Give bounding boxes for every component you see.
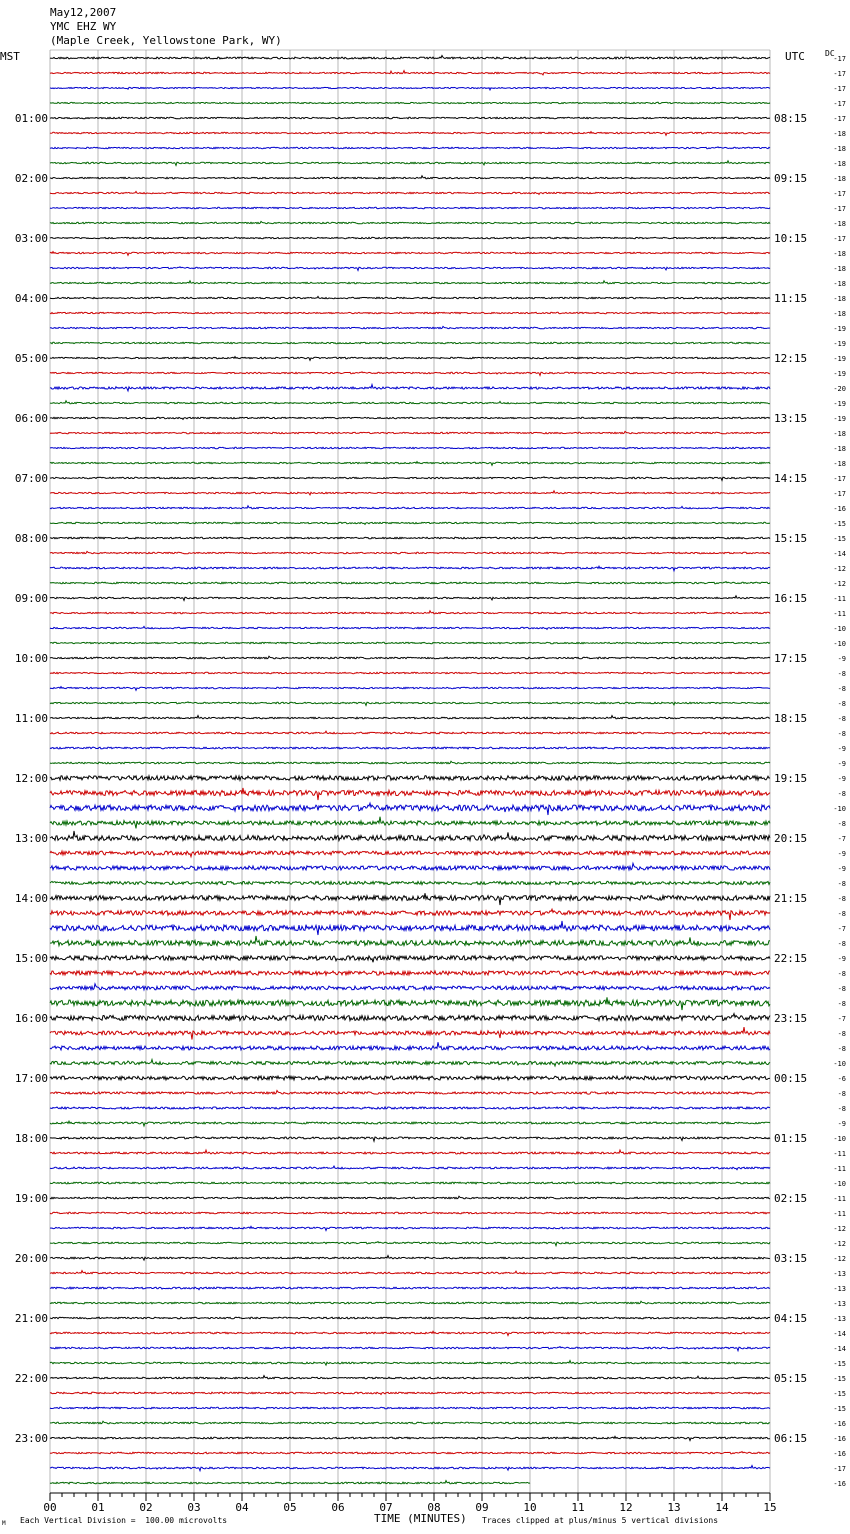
seismic-trace: [50, 551, 770, 553]
seismic-trace: [50, 1392, 770, 1394]
right-hour-label: 21:15: [774, 892, 808, 905]
seismic-trace: [50, 1301, 770, 1304]
seismic-trace: [50, 1166, 770, 1170]
dc-offset-label: -8: [837, 910, 846, 918]
dc-offset-label: -19: [833, 415, 846, 423]
seismic-trace: [50, 582, 770, 584]
dc-offset-label: -18: [833, 295, 846, 303]
seismic-trace: [50, 372, 770, 376]
seismic-trace: [50, 1121, 770, 1126]
right-hour-label: 16:15: [774, 592, 808, 605]
dc-offset-label: -17: [833, 235, 846, 243]
dc-offset-label: -8: [837, 940, 846, 948]
seismic-trace: [50, 281, 770, 284]
seismic-trace: [50, 447, 770, 448]
seismic-trace: [50, 893, 770, 905]
seismic-trace: [50, 1226, 770, 1230]
right-hour-label: 11:15: [774, 292, 808, 305]
seismic-trace: [50, 462, 770, 466]
seismic-trace: [50, 803, 770, 815]
dc-offset-label: -10: [833, 1135, 846, 1143]
seismic-trace: [50, 881, 770, 884]
dc-offset-label: -15: [833, 1405, 846, 1413]
seismic-trace: [50, 851, 770, 857]
seismic-trace: [50, 1317, 770, 1319]
dc-offset-label: -6: [837, 1075, 846, 1083]
left-hour-label: 15:00: [14, 952, 48, 965]
seismic-trace: [50, 1361, 770, 1366]
right-hour-label: 13:15: [774, 412, 808, 425]
seismic-trace: [50, 984, 770, 990]
seismic-trace: [50, 431, 770, 433]
dc-offset-label: -18: [833, 430, 846, 438]
dc-offset-label: -18: [833, 160, 846, 168]
dc-offset-label: -17: [833, 490, 846, 498]
dc-offset-label: -8: [837, 1105, 846, 1113]
seismic-trace: [50, 342, 770, 343]
left-hour-label: 20:00: [14, 1252, 48, 1265]
right-hour-label: 17:15: [774, 652, 808, 665]
left-hour-label: 02:00: [14, 172, 48, 185]
dc-offset-label: -11: [833, 1195, 846, 1203]
seismic-trace: [50, 956, 770, 963]
dc-offset-label: -7: [837, 1015, 846, 1023]
dc-offset-label: -14: [833, 550, 846, 558]
dc-offset-label: -20: [833, 385, 846, 393]
left-hour-label: 12:00: [14, 772, 48, 785]
right-hour-label: 00:15: [774, 1072, 808, 1085]
dc-offset-label: -9: [837, 955, 846, 963]
seismic-trace: [50, 537, 770, 539]
station-location: (Maple Creek, Yellowstone Park, WY): [50, 34, 282, 47]
left-hour-label: 21:00: [14, 1312, 48, 1325]
right-hour-label: 20:15: [774, 832, 808, 845]
x-tick-label: 07: [379, 1501, 393, 1514]
left-hour-label: 22:00: [14, 1372, 48, 1385]
x-tick-label: 06: [331, 1501, 345, 1514]
x-tick-label: 03: [187, 1501, 201, 1514]
right-hour-label: 15:15: [774, 532, 808, 545]
seismic-trace: [50, 401, 770, 404]
dc-offset-label: -8: [837, 820, 846, 828]
seismic-trace: [50, 1271, 770, 1274]
dc-offset-label: -10: [833, 1180, 846, 1188]
left-hour-label: 16:00: [14, 1012, 48, 1025]
seismic-trace: [50, 506, 770, 509]
dc-offset-label: -15: [833, 1375, 846, 1383]
dc-offset-label: -13: [833, 1270, 846, 1278]
dc-offset-label: -11: [833, 1165, 846, 1173]
seismic-trace: [50, 1331, 770, 1335]
dc-offset-label: -8: [837, 1000, 846, 1008]
dc-offset-label: -17: [833, 115, 846, 123]
left-hour-label: 14:00: [14, 892, 48, 905]
right-timezone-label: UTC: [785, 50, 805, 63]
seismic-trace: [50, 326, 770, 328]
seismic-trace: [50, 237, 770, 238]
seismic-trace: [50, 863, 770, 870]
dc-offset-header: DC: [825, 49, 835, 58]
dc-offset-label: -12: [833, 580, 846, 588]
seismic-trace: [50, 1027, 770, 1039]
dc-offset-label: -18: [833, 130, 846, 138]
dc-offset-label: -16: [833, 1480, 846, 1488]
seismic-trace: [50, 207, 770, 208]
left-hour-label: 06:00: [14, 412, 48, 425]
seismic-trace: [50, 1060, 770, 1067]
seismic-trace: [50, 176, 770, 179]
dc-offset-label: -17: [833, 1465, 846, 1473]
seismic-trace: [50, 1212, 770, 1214]
dc-offset-label: -8: [837, 700, 846, 708]
seismic-trace: [50, 687, 770, 691]
seismic-trace: [50, 1347, 770, 1351]
seismic-traces: [50, 56, 770, 1484]
dc-offset-label: -15: [833, 535, 846, 543]
seismic-trace: [50, 1242, 770, 1246]
dc-offset-label: -12: [833, 1240, 846, 1248]
x-tick-label: 12: [619, 1501, 633, 1514]
dc-offset-label: -17: [833, 205, 846, 213]
seismic-trace: [50, 997, 770, 1010]
dc-offset-label: -7: [837, 835, 846, 843]
clip-note: Traces clipped at plus/minus 5 vertical divisions: [482, 1516, 719, 1525]
seismic-trace: [50, 477, 770, 481]
seismic-trace: [50, 296, 770, 299]
left-hour-label: 09:00: [14, 592, 48, 605]
seismic-trace: [50, 221, 770, 223]
left-hour-label: 23:00: [14, 1432, 48, 1445]
dc-offset-label: -17: [833, 100, 846, 108]
dc-offset-label: -17: [833, 70, 846, 78]
dc-offset-label: -8: [837, 880, 846, 888]
dc-offset-label: -9: [837, 850, 846, 858]
right-hour-label: 05:15: [774, 1372, 808, 1385]
right-hour-label: 19:15: [774, 772, 808, 785]
seismic-trace: [50, 1287, 770, 1290]
dc-offset-label: -8: [837, 730, 846, 738]
left-hour-label: 08:00: [14, 532, 48, 545]
dc-offset-label: -17: [833, 190, 846, 198]
right-hour-label: 09:15: [774, 172, 808, 185]
left-hour-label: 11:00: [14, 712, 48, 725]
x-tick-label: 10: [523, 1501, 537, 1514]
seismic-trace: [50, 1150, 770, 1154]
left-hour-label: 03:00: [14, 232, 48, 245]
x-axis-title: TIME (MINUTES): [374, 1512, 467, 1525]
dc-offset-label: -8: [837, 1090, 846, 1098]
seismic-trace: [50, 596, 770, 601]
seismic-trace: [50, 117, 770, 118]
seismic-trace: [50, 716, 770, 719]
seismic-trace: [50, 1107, 770, 1109]
dc-offset-label: -11: [833, 1150, 846, 1158]
left-hour-label: 05:00: [14, 352, 48, 365]
dc-offset-label: -8: [837, 670, 846, 678]
dc-offset-label: -9: [837, 760, 846, 768]
seismic-trace: [50, 252, 770, 256]
dc-offset-label: -9: [837, 745, 846, 753]
dc-offset-label: -19: [833, 400, 846, 408]
seismic-trace: [50, 1196, 770, 1199]
seismic-trace: [50, 132, 770, 136]
seismic-trace: [50, 71, 770, 75]
dc-offset-label: -10: [833, 1060, 846, 1068]
dc-offset-label: -17: [833, 55, 846, 63]
dc-offset-label: -10: [833, 625, 846, 633]
dc-offset-label: -18: [833, 460, 846, 468]
dc-offset-label: -19: [833, 355, 846, 363]
seismic-trace: [50, 87, 770, 90]
dc-offset-label: -17: [833, 475, 846, 483]
seismic-trace: [50, 1407, 770, 1409]
left-hour-label: 10:00: [14, 652, 48, 665]
seismic-trace: [50, 1076, 770, 1080]
dc-offset-label: -12: [833, 1255, 846, 1263]
time-axis: [43, 1493, 776, 1514]
dc-offset-label: -18: [833, 145, 846, 153]
left-hour-label: 17:00: [14, 1072, 48, 1085]
seismic-trace: [50, 788, 770, 800]
seismic-trace: [50, 921, 770, 935]
right-hour-label: 01:15: [774, 1132, 808, 1145]
seismic-trace: [50, 747, 770, 749]
seismic-trace: [50, 522, 770, 524]
seismic-trace: [50, 1421, 770, 1424]
seismic-trace: [50, 1182, 770, 1184]
dc-offset-label: -11: [833, 610, 846, 618]
dc-offset-label: -8: [837, 1045, 846, 1053]
right-hour-label: 14:15: [774, 472, 808, 485]
seismic-trace: [50, 491, 770, 495]
seismic-trace: [50, 1436, 770, 1440]
seismic-trace: [50, 161, 770, 166]
dc-offset-label: -18: [833, 445, 846, 453]
dc-offset-label: -12: [833, 1225, 846, 1233]
seismic-trace: [50, 385, 770, 391]
station-code: YMC EHZ WY: [50, 20, 117, 33]
dc-offset-label: -11: [833, 1210, 846, 1218]
dc-offset-label: -8: [837, 715, 846, 723]
seismic-trace: [50, 831, 770, 841]
x-tick-label: 04: [235, 1501, 249, 1514]
dc-offset-label: -19: [833, 325, 846, 333]
seismic-trace: [50, 1256, 770, 1261]
seismic-trace: [50, 626, 770, 629]
x-tick-label: 02: [139, 1501, 153, 1514]
seismic-trace: [50, 1376, 770, 1379]
dc-offset-label: -9: [837, 655, 846, 663]
seismic-trace: [50, 1136, 770, 1141]
left-hour-label: 13:00: [14, 832, 48, 845]
seismic-trace: [50, 672, 770, 673]
dc-offset-label: -18: [833, 265, 846, 273]
dc-offset-label: -18: [833, 280, 846, 288]
dc-offset-label: -8: [837, 1030, 846, 1038]
dc-offset-label: -18: [833, 175, 846, 183]
left-hour-label: 04:00: [14, 292, 48, 305]
seismic-trace: [50, 909, 770, 920]
right-hour-label: 06:15: [774, 1432, 808, 1445]
right-hour-label: 18:15: [774, 712, 808, 725]
scale-note: Each Vertical Division = 100.00 microvolts: [20, 1516, 228, 1525]
dc-offset-label: -17: [833, 85, 846, 93]
seismic-trace: [50, 1042, 770, 1050]
right-hour-label: 04:15: [774, 1312, 808, 1325]
seismic-trace: [50, 1014, 770, 1021]
seismic-trace: [50, 731, 770, 734]
dc-offset-label: -18: [833, 310, 846, 318]
left-hour-label: 18:00: [14, 1132, 48, 1145]
x-tick-label: 09: [475, 1501, 489, 1514]
seismic-trace: [50, 267, 770, 271]
left-hour-label: 01:00: [14, 112, 48, 125]
dc-offset-label: -8: [837, 985, 846, 993]
dc-offset-label: -18: [833, 250, 846, 258]
dc-offset-label: -8: [837, 970, 846, 978]
right-hour-label: 08:15: [774, 112, 808, 125]
seismic-trace: [50, 312, 770, 313]
dc-offset-label: -14: [833, 1330, 846, 1338]
right-hour-label: 12:15: [774, 352, 808, 365]
right-hour-label: 23:15: [774, 1012, 808, 1025]
dc-offset-label: -9: [837, 1120, 846, 1128]
seismic-trace: [50, 761, 770, 764]
dc-offset-label: -16: [833, 1420, 846, 1428]
dc-offset-label: -9: [837, 865, 846, 873]
left-timezone-label: MST: [0, 50, 20, 63]
seismic-trace: [50, 642, 770, 643]
dc-offset-label: -11: [833, 595, 846, 603]
seismic-trace: [50, 1452, 770, 1454]
seismic-trace: [50, 817, 770, 829]
x-tick-label: 11: [571, 1501, 585, 1514]
seismic-trace: [50, 417, 770, 419]
seismic-trace: [50, 702, 770, 706]
seismic-trace: [50, 656, 770, 659]
seismic-trace: [50, 776, 770, 780]
dc-offset-label: -8: [837, 790, 846, 798]
dc-offset-label: -16: [833, 505, 846, 513]
seismic-trace: [50, 1091, 770, 1095]
dc-offset-label: -13: [833, 1315, 846, 1323]
seismic-trace: [50, 147, 770, 149]
dc-offset-label: -7: [837, 925, 846, 933]
right-hour-label: 10:15: [774, 232, 808, 245]
dc-offset-label: -10: [833, 805, 846, 813]
left-hour-label: 07:00: [14, 472, 48, 485]
dc-offset-label: -19: [833, 370, 846, 378]
dc-offset-label: -14: [833, 1345, 846, 1353]
dc-offset-label: -9: [837, 775, 846, 783]
dc-offset-label: -15: [833, 1390, 846, 1398]
dc-offset-label: -13: [833, 1285, 846, 1293]
x-tick-label: 01: [91, 1501, 105, 1514]
corner-mark: M: [2, 1520, 6, 1527]
x-tick-label: 05: [283, 1501, 297, 1514]
seismic-trace: [50, 936, 770, 946]
dc-offset-label: -8: [837, 895, 846, 903]
right-hour-label: 03:15: [774, 1252, 808, 1265]
seismic-trace: [50, 56, 770, 60]
left-hour-label: 19:00: [14, 1192, 48, 1205]
right-hour-label: 22:15: [774, 952, 808, 965]
right-hour-label: 02:15: [774, 1192, 808, 1205]
seismic-trace: [50, 1466, 770, 1471]
dc-offset-label: -15: [833, 520, 846, 528]
seismic-trace: [50, 611, 770, 614]
dc-offset-label: -8: [837, 685, 846, 693]
x-tick-label: 08: [427, 1501, 441, 1514]
seismic-trace: [50, 191, 770, 194]
x-tick-label: 15: [763, 1501, 777, 1514]
dc-offset-label: -16: [833, 1450, 846, 1458]
dc-offset-label: -12: [833, 565, 846, 573]
dc-offset-label: -16: [833, 1435, 846, 1443]
dc-offset-label: -13: [833, 1300, 846, 1308]
x-tick-label: 14: [715, 1501, 729, 1514]
x-tick-label: 00: [43, 1501, 57, 1514]
time-gridlines: [50, 50, 770, 1493]
plot-date: May12,2007: [50, 6, 117, 19]
dc-offset-label: -19: [833, 340, 846, 348]
x-tick-label: 13: [667, 1501, 681, 1514]
dc-offset-label: -18: [833, 220, 846, 228]
seismic-trace: [50, 566, 770, 571]
dc-offset-label: -15: [833, 1360, 846, 1368]
seismic-trace: [50, 971, 770, 975]
dc-offset-label: -10: [833, 640, 846, 648]
seismic-trace: [50, 357, 770, 361]
seismic-trace: [50, 102, 770, 103]
